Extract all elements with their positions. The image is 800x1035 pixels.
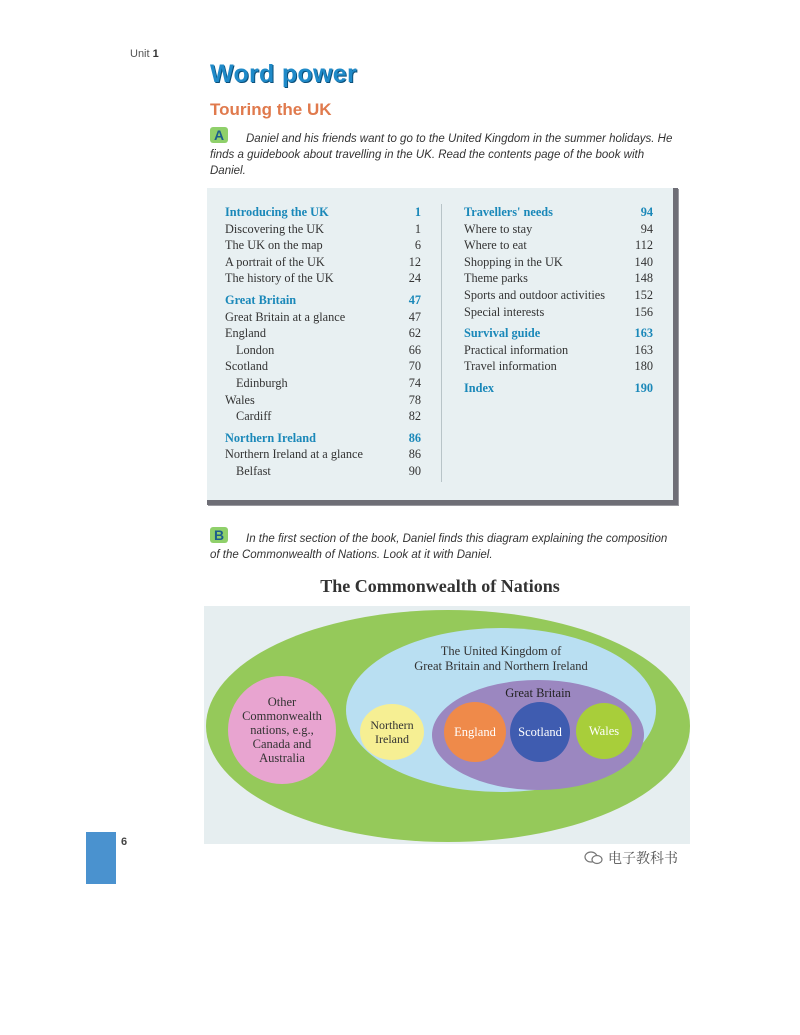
entry-label: Edinburgh <box>236 375 288 390</box>
contents-entry <box>464 237 653 254</box>
entry-page: 82 <box>408 409 421 424</box>
great-britain-label: Great Britain <box>505 686 571 700</box>
entry-page: 74 <box>408 375 421 390</box>
contents-entry <box>225 221 421 238</box>
contents-box <box>207 188 678 505</box>
entry-page: 1 <box>414 205 421 219</box>
entry-page: 47 <box>408 309 421 324</box>
entry-page: 190 <box>634 380 653 395</box>
contents-entry <box>464 270 653 287</box>
contents-heading <box>225 292 421 309</box>
entry-page: 140 <box>634 254 653 269</box>
entry-page: 86 <box>408 447 421 462</box>
entry-page: 163 <box>634 342 653 357</box>
contents-entry <box>225 358 421 375</box>
uk-label-line1: The United Kingdom of <box>440 644 562 658</box>
entry-label: Wales <box>225 392 255 407</box>
entry-page: 78 <box>408 392 421 407</box>
entry-label: Special interests <box>464 304 545 319</box>
uk-label <box>346 644 656 674</box>
entry-label: Northern Ireland <box>225 430 316 445</box>
entry-label: A portrait of the UK <box>225 254 325 269</box>
section-a-text: Daniel and his friends want to go to the United Kingdom in the summer holidays. He finds a guidebook about travelling in the UK. Read the contents page of the book with Daniel. <box>210 133 673 177</box>
entry-page: 152 <box>634 287 653 302</box>
ni-line2: Ireland <box>375 732 409 746</box>
page-number: 6 <box>121 836 128 848</box>
contents-entry <box>225 463 421 480</box>
wales-circle: Wales <box>576 703 632 759</box>
contents-heading <box>464 325 653 342</box>
unit-number: 1 <box>152 48 159 60</box>
unit-label <box>130 48 159 60</box>
contents-heading <box>464 204 653 221</box>
page-title: Word power <box>210 60 357 88</box>
entry-label: Where to eat <box>464 238 527 253</box>
contents-entry <box>225 342 421 359</box>
entry-label: Theme parks <box>464 271 528 286</box>
contents-entry <box>464 287 653 304</box>
unit-prefix: Unit <box>130 48 150 60</box>
entry-label: London <box>236 342 275 357</box>
entry-label: Scotland <box>225 359 269 374</box>
contents-heading <box>225 204 421 221</box>
entry-label: Shopping in the UK <box>464 254 563 269</box>
section-a-badge: A <box>210 127 228 143</box>
contents-entry <box>464 358 653 375</box>
entry-label: Great Britain at a glance <box>225 309 346 324</box>
contents-entry <box>464 254 653 271</box>
entry-label: Introducing the UK <box>225 205 329 219</box>
entry-page: 148 <box>634 271 653 286</box>
other-line5: Australia <box>259 751 305 765</box>
entry-label: Travel information <box>464 359 557 374</box>
contents-entry <box>464 221 653 238</box>
other-line2: Commonwealth <box>242 709 322 723</box>
entry-page: 86 <box>408 430 421 445</box>
entry-page: 70 <box>408 359 421 374</box>
entry-label: Sports and outdoor activities <box>464 287 606 302</box>
contents-entry <box>225 325 421 342</box>
contents-entry <box>225 392 421 409</box>
other-line1: Other <box>267 695 297 709</box>
entry-page: 180 <box>634 359 653 374</box>
contents-entry <box>225 254 421 271</box>
entry-page: 62 <box>408 326 421 341</box>
entry-page: 66 <box>408 342 421 357</box>
contents-heading <box>464 380 653 397</box>
entry-page: 156 <box>634 304 653 319</box>
contents-entry <box>225 446 421 463</box>
entry-page: 112 <box>635 238 653 253</box>
contents-entry <box>225 408 421 425</box>
scotland-circle: Scotland <box>510 702 570 762</box>
other-line4: Canada and <box>252 737 312 751</box>
wechat-icon <box>584 851 604 865</box>
entry-page: 94 <box>640 221 653 236</box>
entry-page: 163 <box>634 326 653 341</box>
commonwealth-diagram <box>204 606 690 844</box>
entry-page: 90 <box>408 463 421 478</box>
contents-entry <box>225 309 421 326</box>
entry-label: The UK on the map <box>225 238 323 253</box>
watermark-text: 电子教科书 <box>608 850 678 866</box>
contents-entry <box>464 342 653 359</box>
contents-left-column <box>225 204 421 480</box>
watermark <box>584 848 678 868</box>
diagram-title: The Commonwealth of Nations <box>320 576 560 596</box>
contents-entry <box>464 304 653 321</box>
contents-entry <box>225 237 421 254</box>
entry-label: The history of the UK <box>225 271 334 286</box>
entry-page: 24 <box>408 271 421 286</box>
contents-entry <box>225 270 421 287</box>
contents-divider <box>441 204 442 482</box>
entry-label: Discovering the UK <box>225 221 325 236</box>
entry-label: Survival guide <box>464 326 541 341</box>
entry-label: Practical information <box>464 342 569 357</box>
contents-entry <box>225 375 421 392</box>
northern-ireland-circle <box>360 704 424 760</box>
page-tab <box>86 832 116 884</box>
entry-page: 1 <box>414 221 421 236</box>
page-subtitle: Touring the UK <box>210 100 332 119</box>
entry-label: Travellers' needs <box>464 205 553 219</box>
uk-label-line2: Great Britain and Northern Ireland <box>414 659 588 673</box>
contents-right-column <box>464 204 653 397</box>
entry-page: 47 <box>408 292 421 307</box>
section-b-text: In the first section of the book, Daniel finds this diagram explaining the composition of the Commonwealth of Nations. Look at it with Daniel. <box>210 533 668 561</box>
entry-label: Great Britain <box>225 292 297 307</box>
other-nations-circle <box>228 676 336 784</box>
other-line3: nations, e.g., <box>250 723 314 737</box>
entry-label: Northern Ireland at a glance <box>225 447 363 462</box>
entry-page: 94 <box>640 205 653 219</box>
entry-label: Index <box>464 380 495 395</box>
entry-label: Belfast <box>236 463 271 478</box>
entry-label: Cardiff <box>236 409 272 424</box>
england-circle: England <box>444 702 506 762</box>
ni-line1: Northern <box>370 718 414 732</box>
entry-page: 12 <box>408 254 421 269</box>
entry-label: Where to stay <box>464 221 533 236</box>
section-b-badge: B <box>210 527 228 543</box>
entry-label: England <box>225 326 266 341</box>
contents-heading <box>225 430 421 447</box>
entry-page: 6 <box>414 238 421 253</box>
